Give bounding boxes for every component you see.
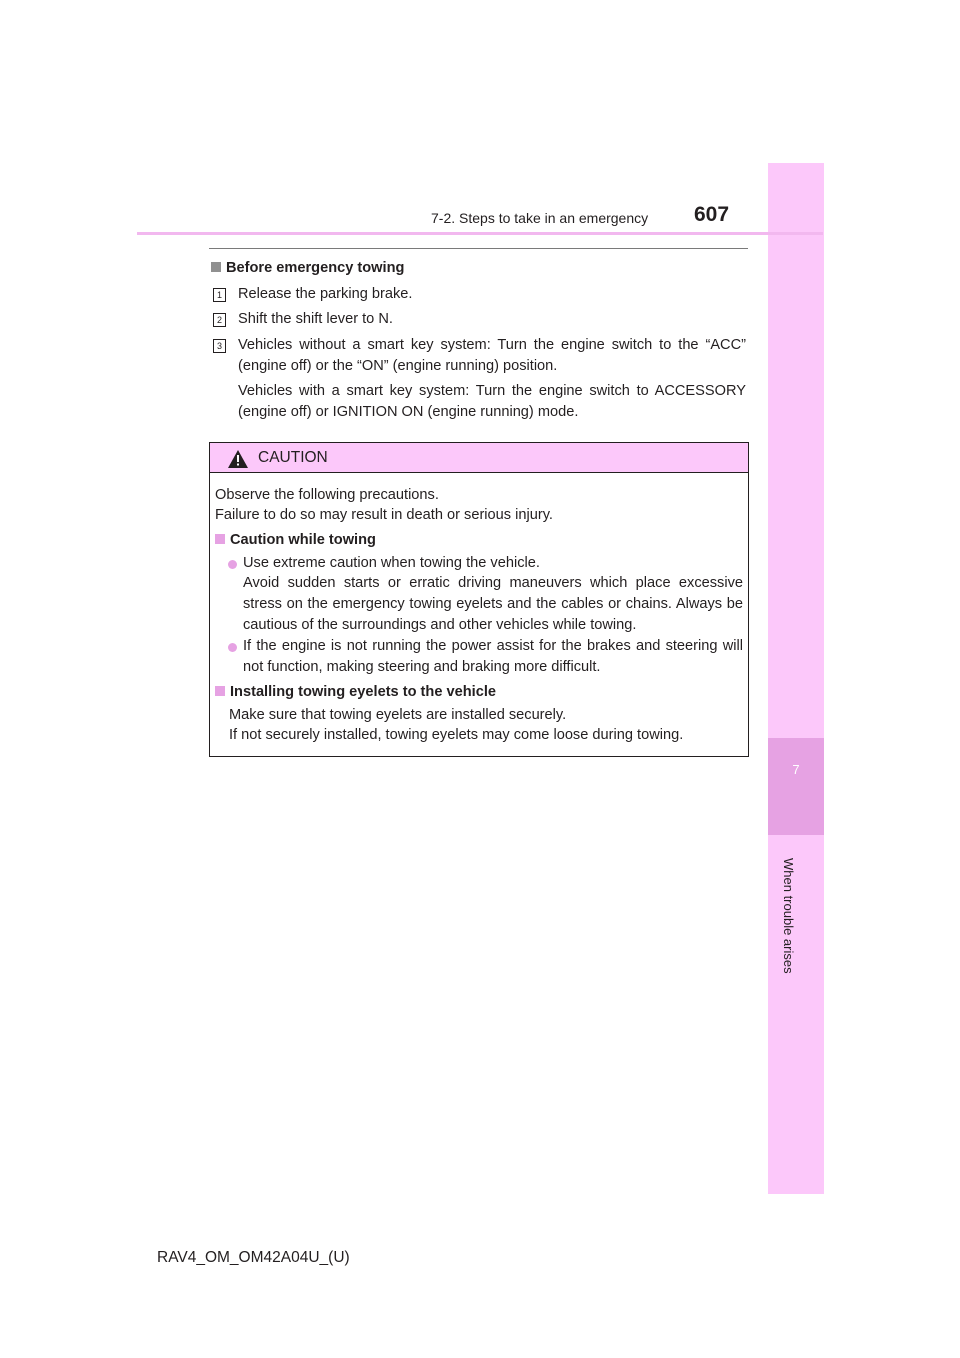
- before-towing-heading: [211, 258, 404, 279]
- step-number-badge: 2: [213, 313, 226, 327]
- caution-box: [209, 442, 749, 757]
- side-chapter-tab: [768, 163, 824, 1194]
- before-towing-heading-text: Before emergency towing: [226, 260, 405, 276]
- header-section-title: 7-2. Steps to take in an emergency: [431, 210, 649, 226]
- caution-intro-line: Observe the following precautions.: [215, 487, 439, 503]
- caution-section-text: Make sure that towing eyelets are installed securely.: [229, 707, 567, 723]
- caution-bullet-text: Use extreme caution when towing the vehicle.: [243, 555, 540, 571]
- step-text: Shift the shift lever to N.: [238, 311, 393, 327]
- header-rule: [137, 232, 823, 235]
- step-text: Release the parking brake.: [238, 286, 413, 302]
- chapter-number-block: [768, 738, 824, 835]
- warning-triangle-icon: [228, 450, 248, 468]
- square-bullet-icon: [215, 534, 225, 544]
- caution-section-heading-text: Installing towing eyelets to the vehicle: [230, 684, 496, 700]
- square-bullet-icon: [215, 686, 225, 696]
- caution-section-text: If not securely installed, towing eyelets may come loose during towing.: [229, 727, 684, 743]
- step-text: Vehicles with a smart key system: Turn the engine switch to ACCESSORY (engine off) or IGNITION ON (engine running) mode.: [238, 383, 746, 420]
- page-number: 607: [694, 203, 730, 226]
- step-number-badge: 1: [213, 288, 226, 302]
- bullet-dot-icon: [228, 560, 237, 569]
- square-bullet-icon: [211, 262, 221, 272]
- manual-code: RAV4_OM_OM42A04U_(U): [157, 1249, 350, 1266]
- caution-section-heading: [215, 682, 496, 703]
- caution-section-heading-text: Caution while towing: [230, 532, 376, 548]
- caution-bullet-text: Avoid sudden starts or erratic driving maneuvers which place excessive stress on the emergency towing eyelets and the cables or chains. Always be cautious of the surroundings and other vehicles while towing.: [243, 575, 743, 633]
- caution-intro-line: Failure to do so may result in death or serious injury.: [215, 507, 553, 523]
- caution-bullet-text: If the engine is not running the power assist for the brakes and steering will not function, making steering and braking more difficult.: [243, 638, 743, 675]
- chapter-number: 7: [792, 762, 800, 777]
- bullet-dot-icon: [228, 643, 237, 652]
- content-top-rule: [209, 248, 748, 249]
- caution-header: [210, 443, 748, 473]
- step-number-badge: 3: [213, 339, 226, 353]
- step-text: Vehicles without a smart key system: Turn the engine switch to the “ACC” (engine off) or the “ON” (engine running) position.: [238, 337, 746, 374]
- caution-section-heading: [215, 530, 376, 551]
- chapter-title: When trouble arises: [781, 858, 796, 974]
- caution-title: CAUTION: [258, 449, 328, 466]
